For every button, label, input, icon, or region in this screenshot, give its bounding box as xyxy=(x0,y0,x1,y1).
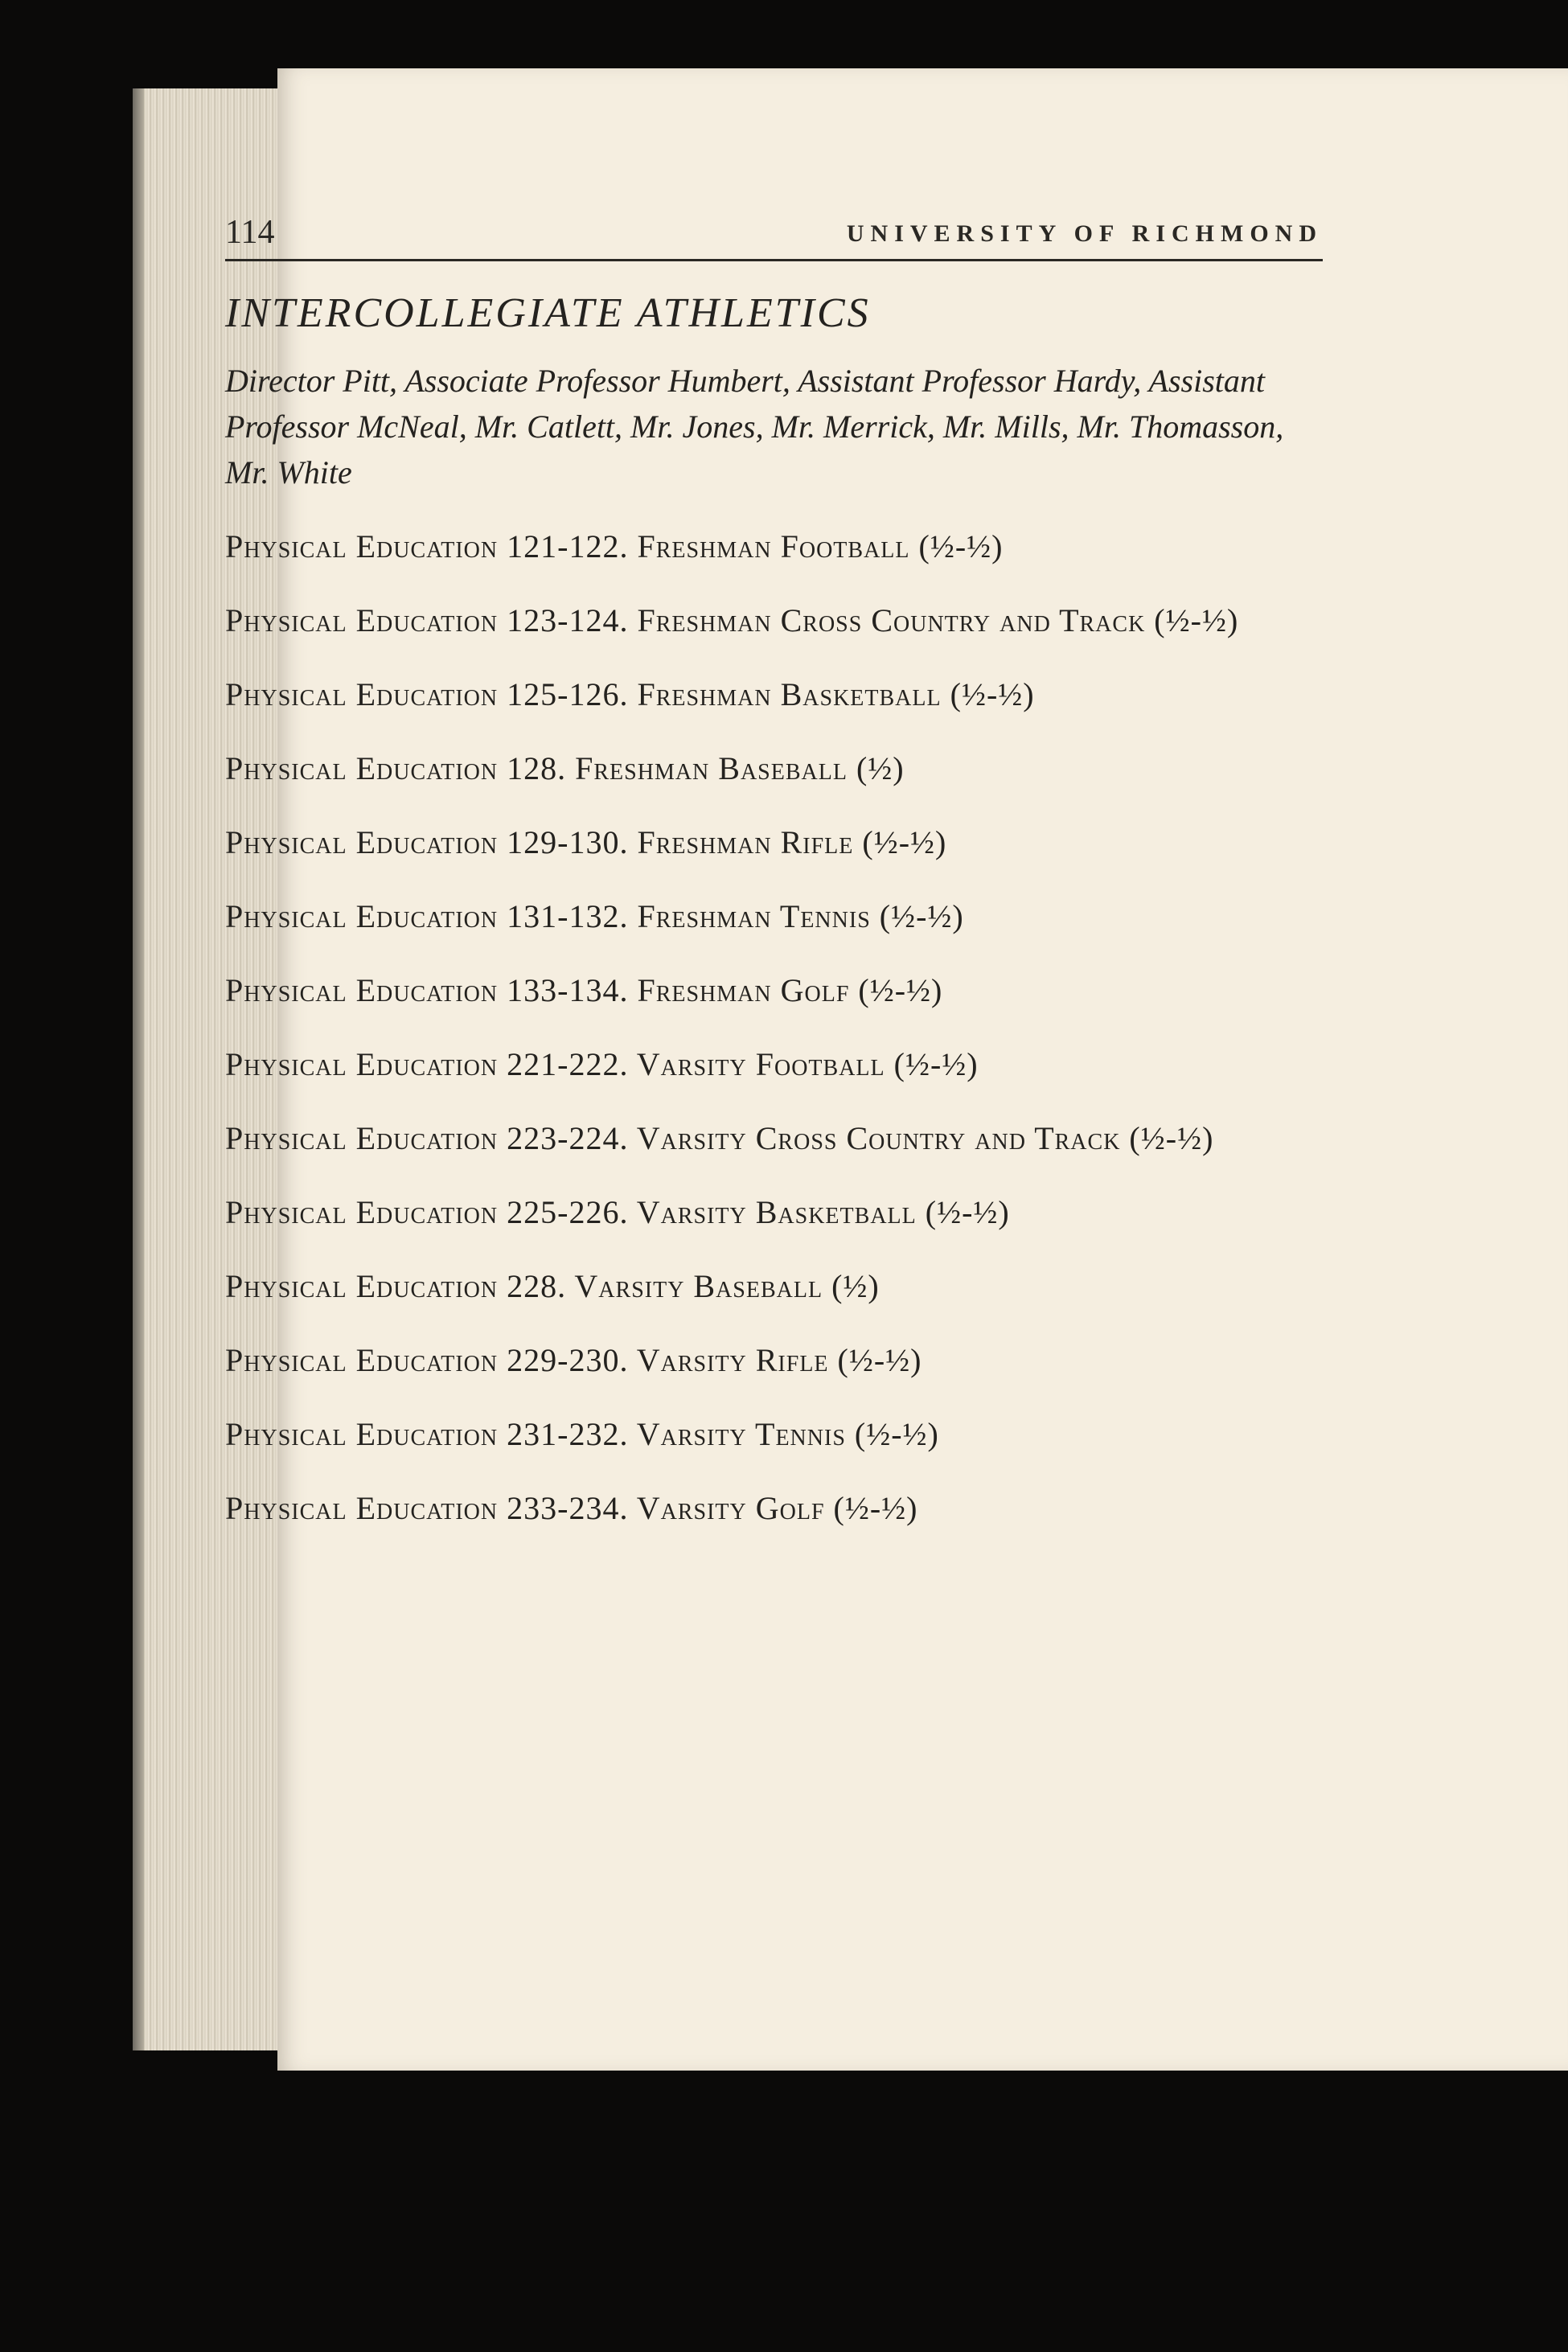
course-number: 125-126. xyxy=(507,676,629,712)
course-title: Varsity Tennis xyxy=(636,1416,846,1452)
course-title: Varsity Rifle xyxy=(636,1342,829,1378)
course-credit: (½-½) xyxy=(837,1342,922,1378)
course-credit: (½-½) xyxy=(1154,602,1239,638)
course-label: Physical Education xyxy=(225,1194,499,1230)
course-title: Varsity Golf xyxy=(636,1490,825,1526)
course-number: 133-134. xyxy=(507,972,629,1008)
course-credit: (½-½) xyxy=(854,1416,939,1452)
course-number: 229-230. xyxy=(507,1342,629,1378)
course-number: 233-234. xyxy=(507,1490,629,1526)
course-credit: (½-½) xyxy=(833,1490,918,1526)
course-credit: (½) xyxy=(856,750,905,786)
page-edge-shadow xyxy=(133,88,144,2050)
course-entry xyxy=(225,1042,1351,1087)
course-number: 225-226. xyxy=(507,1194,629,1230)
course-number: 123-124. xyxy=(507,602,629,638)
course-number: 121-122. xyxy=(507,528,629,564)
course-entry xyxy=(225,746,1351,791)
course-label: Physical Education xyxy=(225,528,499,564)
running-title: UNIVERSITY OF RICHMOND xyxy=(846,220,1323,247)
course-credit: (½-½) xyxy=(950,676,1035,712)
course-title: Freshman Rifle xyxy=(637,824,854,860)
course-label: Physical Education xyxy=(225,1416,499,1452)
course-entry xyxy=(225,1264,1351,1309)
page-content xyxy=(225,289,1351,1560)
section-title: INTERCOLLEGIATE ATHLETICS xyxy=(225,290,871,336)
course-title: Varsity Basketball xyxy=(636,1194,917,1230)
course-number: 223-224. xyxy=(507,1120,629,1156)
course-label: Physical Education xyxy=(225,1342,499,1378)
course-label: Physical Education xyxy=(225,972,499,1008)
course-credit: (½-½) xyxy=(858,972,943,1008)
course-list xyxy=(225,524,1351,1531)
course-entry xyxy=(225,1486,1351,1531)
page-number: 114 xyxy=(225,214,275,251)
course-label: Physical Education xyxy=(225,1490,499,1526)
course-number: 128. xyxy=(507,750,567,786)
course-label: Physical Education xyxy=(225,824,499,860)
course-label: Physical Education xyxy=(225,602,499,638)
course-title: Freshman Football xyxy=(637,528,910,564)
course-entry xyxy=(225,672,1351,717)
course-label: Physical Education xyxy=(225,1268,499,1304)
course-number: 129-130. xyxy=(507,824,629,860)
course-credit: (½-½) xyxy=(1129,1120,1214,1156)
course-title: Freshman Cross Country and Track xyxy=(637,602,1146,638)
course-label: Physical Education xyxy=(225,750,499,786)
course-entry xyxy=(225,1412,1351,1457)
course-number: 231-232. xyxy=(507,1416,629,1452)
running-head xyxy=(225,211,1323,261)
course-entry xyxy=(225,1338,1351,1383)
course-entry xyxy=(225,1190,1351,1235)
course-title: Freshman Golf xyxy=(637,972,850,1008)
course-label: Physical Education xyxy=(225,676,499,712)
course-label: Physical Education xyxy=(225,1046,499,1082)
course-number: 221-222. xyxy=(507,1046,629,1082)
course-entry xyxy=(225,820,1351,865)
course-entry xyxy=(225,1116,1351,1161)
course-number: 228. xyxy=(507,1268,567,1304)
course-credit: (½-½) xyxy=(925,1194,1010,1230)
course-title: Varsity Baseball xyxy=(574,1268,823,1304)
course-credit: (½-½) xyxy=(918,528,1004,564)
course-number: 131-132. xyxy=(507,898,629,934)
course-title: Varsity Football xyxy=(636,1046,885,1082)
course-title: Freshman Basketball xyxy=(637,676,942,712)
course-label: Physical Education xyxy=(225,1120,499,1156)
course-label: Physical Education xyxy=(225,898,499,934)
course-entry xyxy=(225,968,1351,1013)
staff-list: Director Pitt, Associate Professor Humbert, Assistant Professor Hardy, Assistant Professor McNeal, Mr. Catlett, Mr. Jones, Mr. Merrick, Mr. Mills, Mr. Thomasson, Mr. White xyxy=(225,363,1284,491)
course-title: Freshman Tennis xyxy=(637,898,871,934)
course-credit: (½-½) xyxy=(893,1046,979,1082)
course-credit: (½-½) xyxy=(862,824,947,860)
course-entry xyxy=(225,524,1351,569)
course-entry xyxy=(225,598,1351,643)
course-credit: (½-½) xyxy=(879,898,964,934)
course-title: Varsity Cross Country and Track xyxy=(636,1120,1121,1156)
course-entry xyxy=(225,894,1351,939)
course-credit: (½) xyxy=(831,1268,880,1304)
course-title: Freshman Baseball xyxy=(575,750,848,786)
